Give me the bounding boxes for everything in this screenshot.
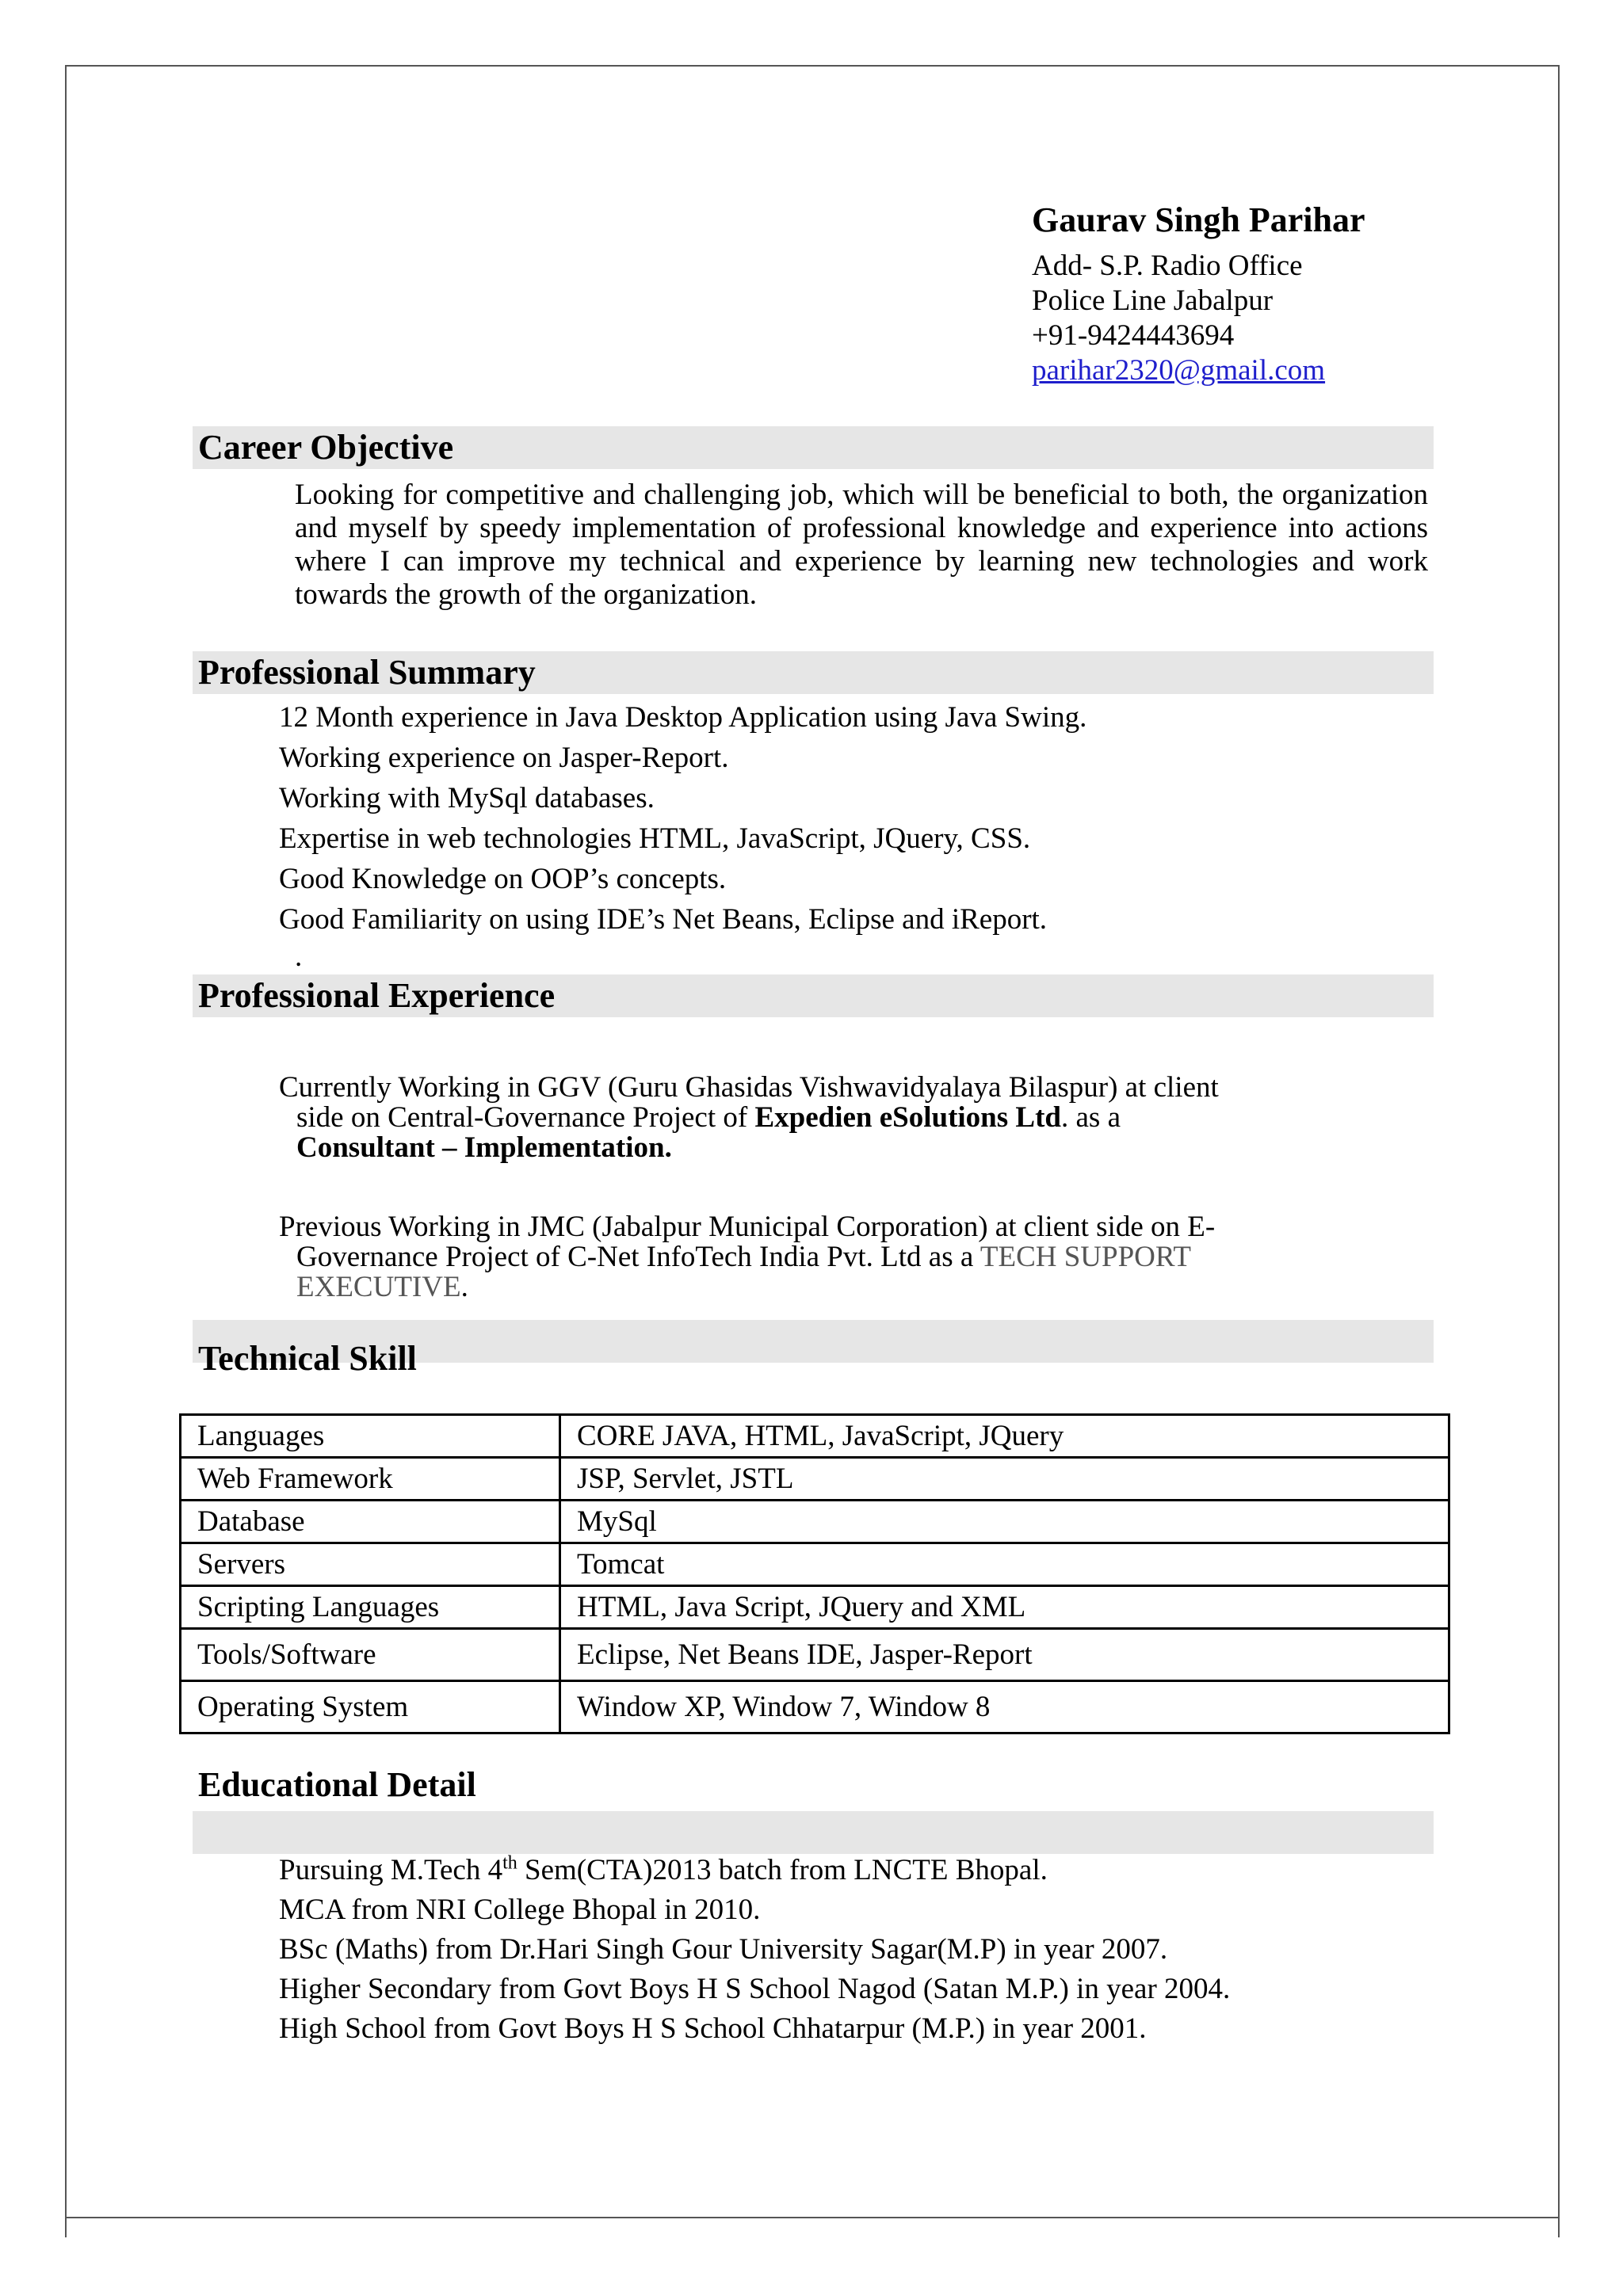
- candidate-name: Gaurav Singh Parihar: [1032, 200, 1365, 239]
- company-name: Expedien eSolutions Ltd: [754, 1101, 1061, 1134]
- list-item: Working with MySql databases.: [279, 782, 655, 814]
- career-objective-heading: Career Objective: [198, 428, 454, 467]
- page-border-top: [65, 65, 1560, 67]
- address-line-2: Police Line Jabalpur: [1032, 284, 1274, 317]
- table-row: [181, 1543, 1449, 1586]
- page-border-tick-left: [65, 2218, 67, 2237]
- skill-value: Eclipse, Net Beans IDE, Jasper-Report: [560, 1629, 1449, 1681]
- professional-summary-heading: Professional Summary: [198, 653, 536, 692]
- page-border-left: [65, 65, 67, 2236]
- table-row: [181, 1629, 1449, 1681]
- summary-trailing-mark: .: [295, 940, 303, 973]
- skills-table: [179, 1413, 1450, 1734]
- skill-value: Window XP, Window 7, Window 8: [560, 1681, 1449, 1733]
- email-link[interactable]: parihar2320@gmail.com: [1032, 354, 1326, 387]
- skill-value: HTML, Java Script, JQuery and XML: [560, 1586, 1449, 1629]
- list-item: Good Knowledge on OOP’s concepts.: [279, 863, 727, 895]
- table-row: [181, 1681, 1449, 1733]
- job-role: Consultant – Implementation.: [296, 1131, 672, 1164]
- list-item: Working experience on Jasper-Report.: [279, 742, 729, 774]
- list-item: Good Familiarity on using IDE’s Net Beans, Eclipse and iReport.: [279, 903, 1048, 936]
- educational-detail-heading: Educational Detail: [198, 1765, 476, 1804]
- job-role: TECH SUPPORT: [980, 1241, 1191, 1273]
- technical-skill-heading: Technical Skill: [198, 1339, 417, 1378]
- bullet-icon: [244, 1073, 279, 1103]
- education-list: [244, 1851, 1230, 2049]
- list-item: High School from Govt Boys H S School Chhatarpur (M.P.) in year 2001.: [279, 2012, 1147, 2045]
- phone-number: +91-9424443694: [1032, 319, 1235, 352]
- career-objective-text: Looking for competitive and challenging job, which will be beneficial to both, the organization and myself by speedy implementation of professional knowledge and experience into actions where I can improve my technical and experience by learning new technologies and work towards the growth of the organization.: [295, 479, 1428, 611]
- skill-label: Operating System: [181, 1681, 560, 1733]
- table-row: [181, 1458, 1449, 1501]
- list-item: 12 Month experience in Java Desktop Application using Java Swing.: [279, 701, 1087, 734]
- contact-block: [1032, 198, 1365, 388]
- page-border-bottom: [65, 2217, 1560, 2218]
- list-item: MCA from NRI College Bhopal in 2010.: [279, 1894, 761, 1926]
- table-row: [181, 1415, 1449, 1458]
- skill-value: MySql: [560, 1501, 1449, 1543]
- bullet-icon: [244, 1212, 279, 1242]
- table-row: [181, 1501, 1449, 1543]
- address-line-1: Add- S.P. Radio Office: [1032, 250, 1303, 282]
- list-item: Expertise in web technologies HTML, JavaScript, JQuery, CSS.: [279, 822, 1031, 855]
- skill-label: Tools/Software: [181, 1629, 560, 1681]
- experience-current: Currently Working in GGV (Guru Ghasidas Vishwavidyalaya Bilaspur) at client side on Central-Governance Project of Expedien eSolutions Ltd. as a Consultant – Implementation.: [244, 1073, 1219, 1163]
- list-item: Higher Secondary from Govt Boys H S School Nagod (Satan M.P.) in year 2004.: [279, 1973, 1231, 2005]
- skill-label: Servers: [181, 1543, 560, 1586]
- educational-detail-band: [193, 1811, 1434, 1854]
- skill-label: Database: [181, 1501, 560, 1543]
- skill-value: Tomcat: [560, 1543, 1449, 1586]
- skill-value: CORE JAVA, HTML, JavaScript, JQuery: [560, 1415, 1449, 1458]
- skill-value: JSP, Servlet, JSTL: [560, 1458, 1449, 1501]
- list-item: BSc (Maths) from Dr.Hari Singh Gour University Sagar(M.P) in year 2007.: [279, 1933, 1168, 1966]
- page-border-right: [1558, 65, 1560, 2236]
- skill-label: Scripting Languages: [181, 1586, 560, 1629]
- experience-previous: Previous Working in JMC (Jabalpur Municipal Corporation) at client side on E- Governance Project of C-Net InfoTech India Pvt. Ltd as a TECH SUPPORT EXECUTIVE.: [244, 1212, 1215, 1302]
- skill-label: Web Framework: [181, 1458, 560, 1501]
- professional-experience-heading: Professional Experience: [198, 976, 556, 1015]
- list-item: Pursuing M.Tech 4th Sem(CTA)2013 batch from LNCTE Bhopal.: [279, 1852, 1048, 1886]
- professional-summary-list: [244, 697, 1086, 940]
- skill-label: Languages: [181, 1415, 560, 1458]
- page-border-tick-right: [1558, 2218, 1560, 2237]
- table-row: [181, 1586, 1449, 1629]
